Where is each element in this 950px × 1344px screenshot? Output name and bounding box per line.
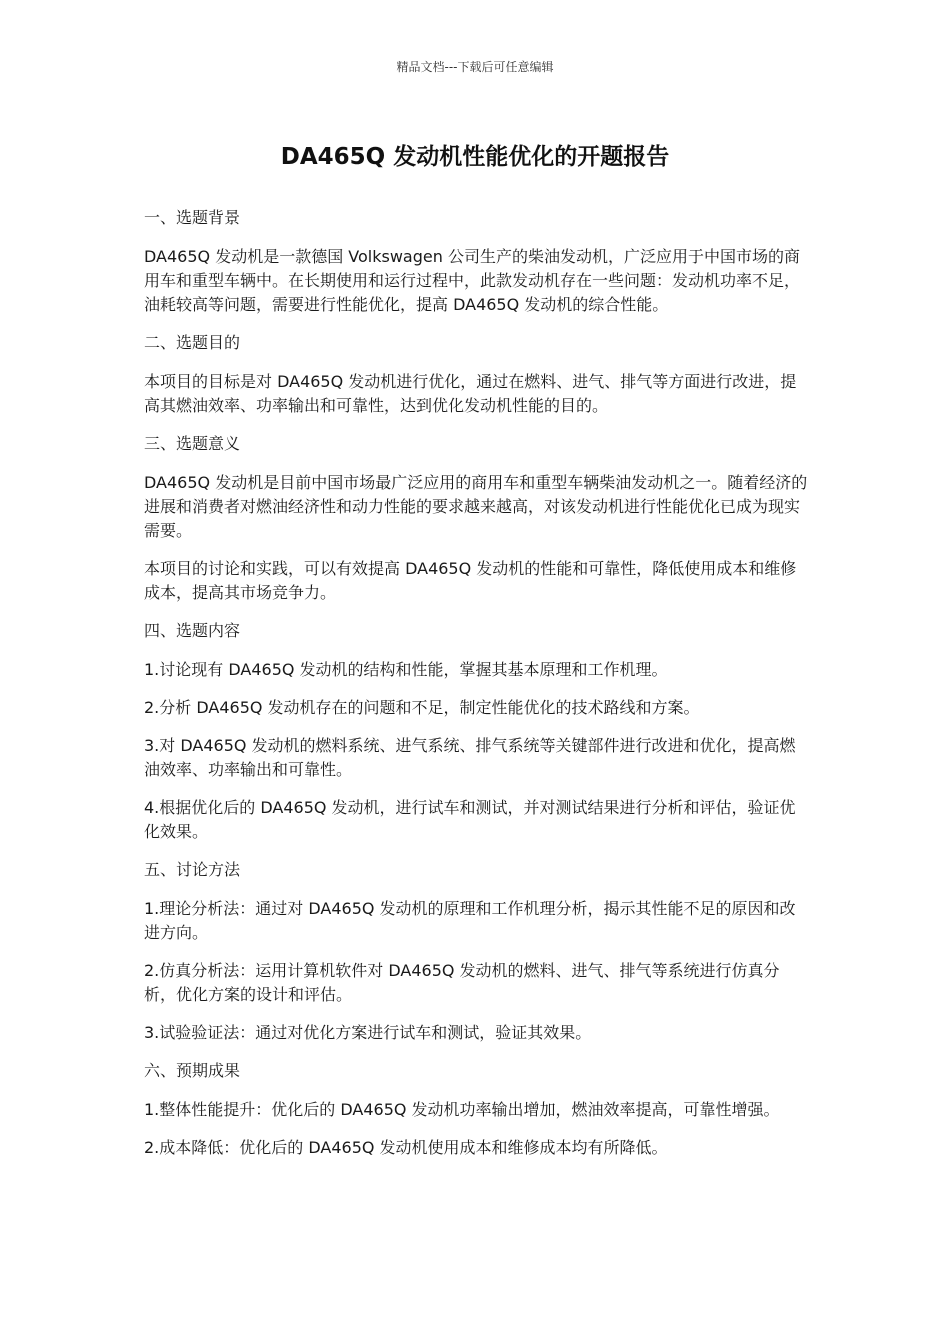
section-heading-purpose: 二、选题目的 <box>144 333 241 352</box>
content-item-3: 3.对 DA465Q 发动机的燃料系统、进气系统、排气系统等关键部件进行改进和优化，提高燃油效率、功率输出和可靠性。 <box>144 736 796 779</box>
document-title: DA465Q 发动机性能优化的开题报告 <box>280 144 670 170</box>
section-heading-significance: 三、选题意义 <box>144 434 241 453</box>
content-item-4: 4.根据优化后的 DA465Q 发动机，进行试车和测试，并对测试结果进行分析和评估，验证优化效果。 <box>144 798 796 841</box>
paragraph-significance-2: 本项目的讨论和实践，可以有效提高 DA465Q 发动机的性能和可靠性，降低使用成本和维修成本，提高其市场竞争力。 <box>144 559 797 602</box>
paragraph-purpose: 本项目的目标是对 DA465Q 发动机进行优化，通过在燃料、进气、排气等方面进行改进，提高其燃油效率、功率输出和可靠性，达到优化发动机性能的目的。 <box>144 372 797 415</box>
paragraph-background: DA465Q 发动机是一款德国 Volkswagen 公司生产的柴油发动机，广泛应用于中国市场的商用车和重型车辆中。在长期使用和运行过程中，此款发动机存在一些问题：发动机功率不足，油耗较高等问题，需要进行性能优化，提高 DA465Q 发动机的综合性能。 <box>144 247 801 314</box>
outcome-item-1: 1.整体性能提升：优化后的 DA465Q 发动机功率输出增加，燃油效率提高，可靠性增强。 <box>144 1100 780 1119</box>
section-heading-content: 四、选题内容 <box>144 621 241 640</box>
paragraph-significance-1: DA465Q 发动机是目前中国市场最广泛应用的商用车和重型车辆柴油发动机之一。随着经济的进展和消费者对燃油经济性和动力性能的要求越来越高，对该发动机进行性能优化已成为现实需要。 <box>144 473 808 540</box>
method-item-3: 3.试验验证法：通过对优化方案进行试车和测试，验证其效果。 <box>144 1023 592 1042</box>
content-item-1: 1.讨论现有 DA465Q 发动机的结构和性能，掌握其基本原理和工作机理。 <box>144 660 668 679</box>
section-heading-outcomes: 六、预期成果 <box>144 1061 241 1080</box>
method-item-2: 2.仿真分析法：运用计算机软件对 DA465Q 发动机的燃料、进气、排气等系统进行仿真分析，优化方案的设计和评估。 <box>144 961 780 1004</box>
page-header: 精品文档---下载后可任意编辑 <box>396 60 554 74</box>
method-item-1: 1.理论分析法：通过对 DA465Q 发动机的原理和工作机理分析，揭示其性能不足的原因和改进方向。 <box>144 899 796 942</box>
document-body <box>144 206 808 1174</box>
outcome-item-2: 2.成本降低：优化后的 DA465Q 发动机使用成本和维修成本均有所降低。 <box>144 1138 668 1157</box>
section-heading-methods: 五、讨论方法 <box>144 860 241 879</box>
content-item-2: 2.分析 DA465Q 发动机存在的问题和不足，制定性能优化的技术路线和方案。 <box>144 698 700 717</box>
section-heading-background: 一、选题背景 <box>144 208 241 227</box>
